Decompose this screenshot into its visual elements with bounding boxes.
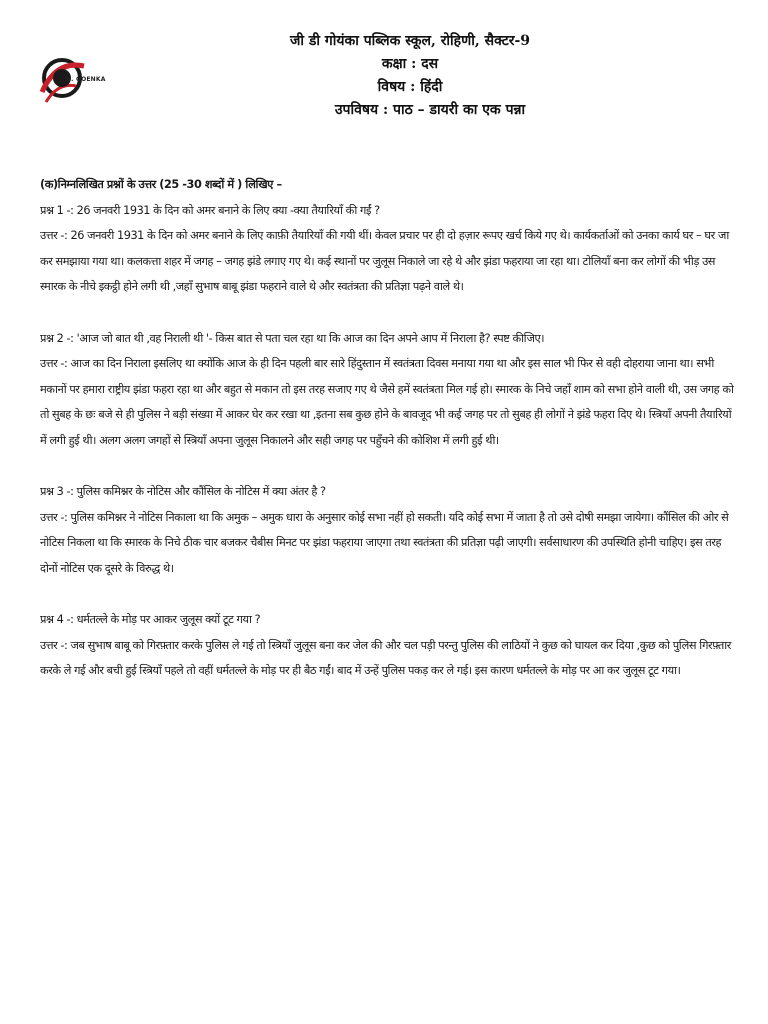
qa-item [40,607,740,684]
qa-item [40,198,740,300]
answer-text: उत्तर -: जब सुभाष बाबू को गिरफ़्तार करके पुलिस ले गई तो स्त्रियाँ जुलूस बना कर जेल की और चल पड़ी परन्तु पुलिस की लाठियों ने कुछ को घायल कर दिया ,कुछ को पुलिस गिरफ़्तार करके ले गई और बची हुई स्त्रियाँ पहले तो वहीं धर्मतल्ले के मोड़ पर ही बैठ गईं। बाद में उन्हें पुलिस पकड़ कर ले गई। इस कारण धर्मतल्ले के मोड़ पर आ कर जुलूस टूट गया। [40,638,731,677]
qa-item [40,479,740,581]
logo-brand-text: D. GOENKA [66,76,106,83]
subtopic-label: उपविषय : पाठ – डायरी का एक पन्ना [334,102,526,118]
answer-text: उत्तर -: पुलिस कमिश्नर ने नोटिस निकाला था कि अमुक – अमुक धारा के अनुसार कोई सभा नहीं हो सकती। यदि कोई सभा में जाता है तो उसे दोषी समझा जायेगा। कौंसिल की ओर से नोटिस निकला था कि स्मारक के निचे ठीक चार बजकर चैबीस मिनट पर झंडा फहराया जाएगा तथा स्वतंत्रता की प्रतिज्ञा पढ़ी जाएगी। सर्वसाधारण की उपस्थिति होनी चाहिए। इस तरह दोनों नोटिस एक दूसरे के विरुद्ध थे। [40,510,729,575]
class-label: कक्षा : दस [381,56,439,72]
school-name: जी डी गोयंका पब्लिक स्कूल, रोहिणी, सैक्टर-9 [289,33,531,49]
school-logo-icon [36,52,116,112]
question-text: प्रश्न 4 -: धर्मतल्ले के मोड़ पर आकर जुलूस क्यों टूट गया ? [40,613,261,626]
answer-text: उत्तर -: आज का दिन निराला इसलिए था क्योंकि आज के ही दिन पहली बार सारे हिंदुस्तान में स्वतंत्रता दिवस मनाया गया था और इस साल भी फिर से वही दोहराया जाना था। सभी मकानों पर हमारा राष्ट्रीय झंडा फहरा रहा था और बहुत से मकान तो इस तरह सजाए गए थे जैसे हमें स्वतंत्रता मिल गई हो। स्मारक के निचे जहाँ शाम को सभा होने वाली थी, उस जगह को तो सुबह के छः बजे से ही पुलिस ने बड़ी संख्या में आकर घेर कर रखा था ,इतना सब कुछ होने के बावजूद भी कई जगह पर तो सुबह ही लोगों ने झंडे फहरा दिए थे। स्त्रियाँ अपनी तैयारियों में लगी हुई थी। अलग अलग जगहों से स्त्रियाँ अपना जुलूस निकालने और सही जगह पर पहुँचने की कोशिश में लगी हुई थी। [40,357,734,447]
question-text: प्रश्न 2 -: 'आज जो बात थी ,वह निराली थी '- किस बात से पता चल रहा था कि आज का दिन अपने आप में निराला है? स्पष्ट कीजिए। [40,331,545,345]
answer-text: उत्तर -: 26 जनवरी 1931 के दिन को अमर बनाने के लिए काफ़ी तैयारियाँ की गयी थीं। केवल प्रचार पर ही दो हज़ार रूपए खर्च किये गए थे। कार्यकर्ताओं को उनका कार्य घर – घर जा कर समझाया गया था। कलकत्ता शहर में जगह – जगह झंडे लगाए गए थे। कई स्थानों पर जुलूस निकाले जा रहे थे और झंडा फहराया जा रहा था। टोलियाँ बना कर लोगों की भीड़ उस स्मारक के नीचे इकट्ठी होने लगी थी ,जहाँ सुभाष बाबू झंडा फहराने वाले थे और स्वतंत्रता की प्रतिज्ञा पढ़ने वाले थे। [40,229,729,293]
subject-label: विषय : हिंदी [377,79,443,95]
question-text: प्रश्न 1 -: 26 जनवरी 1931 के दिन को अमर बनाने के लिए क्या -क्या तैयारियाँ की गईं ? [40,203,380,217]
document-header [200,30,620,122]
qa-item [40,326,740,454]
document-body [40,172,740,710]
question-text: प्रश्न 3 -: पुलिस कमिश्नर के नोटिस और कौंसिल के नोटिस में क्या अंतर है ? [40,485,326,498]
instruction-heading: (क)निम्नलिखित प्रश्नों के उत्तर (25 -30 शब्दों में ) लिखिए – [40,178,282,191]
